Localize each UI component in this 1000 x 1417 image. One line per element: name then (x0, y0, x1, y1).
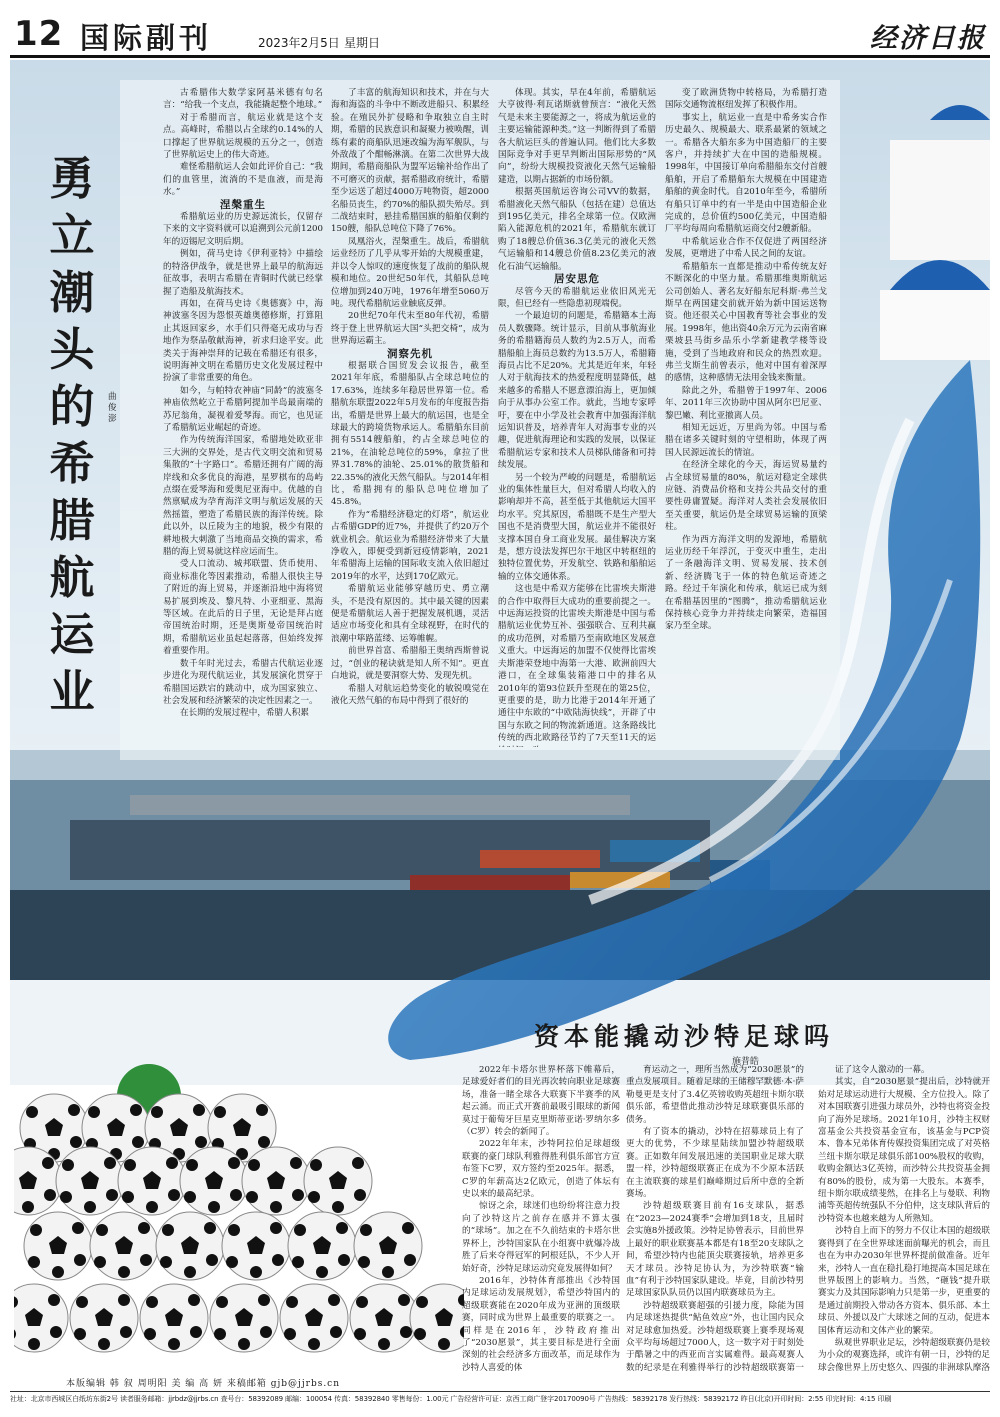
page-number: 12 (14, 14, 64, 54)
paragraph: 作为“希腊经济稳定的灯塔”，航运业占希腊GDP的近7%，并提供了约20万个就业机会。航运业为希腊经济带来了大量净收入，即便受到新冠疫情影响，2021年希腊海上运输的国际收支流入依旧超过2019年的水平，达到170亿欧元。 (331, 509, 489, 582)
paragraph: 20世纪70年代末至80年代初，希腊终于登上世界航运大国“头把交椅”，成为世界海运霸主。 (331, 311, 489, 347)
paragraph: 中希航运业合作不仅促进了两国经济发展，更增进了中希人民之间的友谊。 (665, 236, 827, 260)
football-icon (410, 1284, 464, 1352)
paragraph: 相知无远近，万里尚为邻。中国与希腊在诸多关键时刻的守望相助，体现了两国人民源远流长的情谊。 (665, 422, 827, 458)
football-icon (180, 1147, 248, 1215)
paragraph: 古希腊伟大数学家阿基米德有句名言：“给我一个支点，我能撬起整个地球。” (163, 88, 323, 111)
paragraph: 惊讶之余，球迷们也纷纷将注意力投向了沙特这片之前存在感并不算太强的“球场”。加之在不久前结束的卡塔尔世界杯上，沙特国家队在小组赛中就爆冷战胜了后来夺得冠军的阿根廷队，不少人开始好奇，沙特足球运动究竟发展得如何？ (462, 1201, 620, 1274)
paragraph: 希腊人对航运趋势变化的敏锐嗅觉在液化天然气船的布局中得到了很好的 (331, 683, 489, 706)
paragraph: 2022年年末，沙特阿拉伯足球超级联赛的豪门球队利雅得胜利俱乐部官方宣布签下C罗，双方签约至2025年。据悉，C罗的年薪高达2亿欧元，创造了体坛有史以来的最高纪录。 (462, 1139, 620, 1200)
paragraph: 作为传统海洋国家，希腊地处欧亚非三大洲的交界处，是古代文明交流和贸易集散的“十字路口”。希腊还拥有广阔的海岸线和众多优良的海港，星罗棋布的岛屿点缀在爱琴海和爱奥尼亚海中。优越的自然禀赋成为孕育海洋文明与航运发展的天然摇篮，塑造了希腊民族的海洋传统。除此以外，以丘陵为主的地貌，极少有限的耕地极大刺激了当地商品交换的需求，希腊的海上贸易就这样应运而生。 (163, 435, 323, 558)
football-icon (242, 1147, 310, 1215)
paragraph: 体现。其实，早在4年前，希腊航运大亨彼得·利瓦诺斯就曾预言：“液化天然气是未来主要能源之一，将成为航运业的主要运输能源种类。”这一判断得到了希腊各大航运巨头的普遍认同。他们比大多数国际竞争对手更早判断出国际形势的“风向”，纷纷大规模投资液化天然气运输船建造，以期占据新的市场份额。 (498, 88, 656, 185)
paragraph: 再如，在荷马史诗《奥德赛》中，海神波塞冬因为怨恨英雄奥德修斯，打算阻止其返回家乡，水手们只得毫无成功与否地作为祭品敬献海神，祈求归途平安。此类关于海神崇拜的记载在希腊还有很多，说明海神文明在希腊历史文化发展过程中扮演了非常重要的角色。 (163, 298, 323, 384)
paragraph: 数千年时光过去，希腊古代航运业逐步进化为现代航运业，其发展演化贯穿于希腊国运跌宕的跳动中，成为国家独立、社会发展和经济繁荣的决定性因素之一。 (163, 658, 323, 706)
paragraph: 作为西方海洋文明的发源地，希腊航运业历经千年浮沉，于变灭中重生，走出了一条融海洋文明、贸易发展、技术创新、经济腾飞于一体的特色航运奇迹之路。经过千年演化和传承，航运已成为刻在希腊基因里的“图腾”，推动希腊航运业保持核心竞争力并持续走向繁荣，造福国家乃至全球。 (665, 534, 827, 632)
football-icon (304, 1147, 372, 1215)
article1-column-1 (163, 87, 323, 747)
paragraph: 变了欧洲货物中转格局，为希腊打造国际交通物流枢纽发挥了积极作用。 (665, 88, 827, 111)
football-icon (140, 1284, 208, 1352)
paragraph: 除此之外，希腊曾于1997年、2006年、2011年三次协助中国从阿尔巴尼亚、黎巴嫩、利比亚撤离人员。 (665, 385, 827, 421)
paragraph: 育运动之一，理所当然成为“2030愿景”的重点发展项目。随着足球的王储穆罕默德·本·萨勒曼更是支付了3.4亿英镑收购英超纽卡斯尔联俱乐部，希望借此推动沙特足球联赛俱乐部的债务。 (626, 1065, 804, 1125)
football-icon (222, 1212, 290, 1280)
footer-info: 社址：北京市西城区白纸坊东街2号 读者服务邮箱：jjrbdz@jjrbs.cn 查号台：58392089 邮编：100054 传真：58392840 零售每份：1.00元 广告经营许可证：京西工商广登字20170090号 广告热线：58392178 发行热线：58392172 昨日(北京)开印时间：2:55 印完时间：4:15 印刷 (10, 1395, 892, 1403)
issue-date: 2023年2月5日 (258, 36, 340, 50)
football-icon (14, 1284, 68, 1352)
paragraph: 在经济全球化的今天，海运贸易量约占全球贸易量的80%，航运对稳定全球供应链、消费品价格和支持公共品交付的重要性毋庸置疑。海洋对人类社会发展依旧至关重要，航运仍是全球贸易运输的顶梁柱。 (665, 460, 827, 533)
article1-title: 勇立潮头的希腊航运业 (49, 152, 95, 718)
paragraph: 受人口流动、城邦联盟、货币使用、商业标准化等因素推动，希腊人很快主导了附近的海上贸易，并逐渐沿地中海将贸易扩展到埃及、黎凡特、小亚细亚、黑海等区域。在此后的日子里，无论是拜占庭帝国统治时期，还是奥斯曼帝国统治时期，希腊航运业虽起起落落，但始终发挥着重要作用。 (163, 559, 323, 657)
paragraph: 证了这令人激动的一幕。 (835, 1065, 930, 1075)
paragraph: 纵观世界职业足坛，沙特超级联赛仍是较为小众的观赛选择，或许有朝一日，沙特的足球会像世界上历史悠久、四强的非洲球队摩洛 (818, 1337, 990, 1372)
football-icon (56, 1147, 124, 1215)
paragraph: 例如，荷马史诗《伊利亚特》中描绘的特洛伊战争，就是世界上最早的航海远征故事，表明古希腊在青铜时代就已经掌握了造船及航海技术。 (163, 249, 323, 297)
masthead-logo: 经济日报 (870, 23, 986, 54)
paragraph: 另一个较为严峻的问题是，希腊航运业的集体性量巨大，但对希腊人均收入的影响却并不高，甚至低于其他航运大国平均水平。究其原因，希腊既不是生产型大国也不是消费型大国，航运业并不能很好支撑本国自身工商业发展。最佳解决方案是，想方设法发挥巴尔干地区中转枢纽的独特位置优势，开发航空、铁路和船舶运输的立体交通体系。 (498, 472, 656, 582)
paragraph: 2016年，沙特体育部推出《沙特国内足球运动发展规划》，希望沙特国内的超级联赛能在2020年成为亚洲的顶级联赛，同时成为世界上最重要的联赛之一。同样是在2016年，沙特政府推出了“2030愿景”，其主要目标是进行全面深刻的社会经济多方面改革，而足球作为沙特人喜爱的体 (462, 1275, 620, 1372)
article1-author: 曲俊澎 (108, 392, 117, 424)
article2-column-2 (626, 1064, 804, 1372)
paragraph: 难怪希腊航运人会如此评价自己：“我们的血管里，流淌的不是血液，而是海水。” (163, 162, 323, 198)
article2-column-1 (462, 1064, 620, 1372)
football-icon (24, 1212, 92, 1280)
footer-rule (10, 1391, 990, 1392)
paragraph: 有了资本的撬动，沙特在招募球员上有了更大的优势，不少球星陆续加盟沙特超级联赛。正如数年间发展迅速的美国职业足球大联盟一样，沙特超级联赛正在成为不少原本活跃在主流联赛的球星们巅峰期过后所中意的全新赛场。 (626, 1127, 804, 1200)
football-icon (354, 1212, 422, 1280)
article1-subhead-2: 洞察先机 (387, 347, 433, 360)
paragraph: 前世界首富、希腊船王奥纳西斯曾说过，“创业的秘诀就是知人所不知”。更直白地说，就是要洞察大势、发现先机。 (331, 646, 489, 682)
paragraph: 凤凰浴火，涅槃重生。战后，希腊航运业经历了几乎从零开始的大规模重建，并以令人惊叹的速度恢复了战前的船队规模和地位。20世纪50年代，其船队总吨位增加到240万吨，1976年增至5060万吨。现代希腊航运业触底反弹。 (331, 236, 489, 309)
football-icon (118, 1147, 186, 1215)
football-icon (70, 1284, 138, 1352)
paragraph: 尽管今天的希腊航运业依旧风光无限，但已经有一些隐患初现端倪。 (498, 286, 656, 309)
article1-subhead-3: 居安思危 (554, 273, 600, 286)
article2-title: 资本能撬动沙特足球吗 (534, 1022, 835, 1051)
article2-author: 施普皓 (732, 1057, 760, 1067)
paragraph: 对于希腊而言，航运业就是这个支点。高峰时，希腊以占全球约0.14%的人口撑起了世界航运规模的五分之一，创造了世界航运史上的伟大奇迹。 (163, 112, 323, 161)
header-rule (10, 55, 990, 58)
paragraph: 了丰富的航海知识和技术，并在与大海和海盗的斗争中不断改进船只、积累经验。在殖民外扩侵略和争取独立自主时期，希腊的民族意识和凝聚力被唤醒，训练有素的商船队迅速改编为海军舰队，与外敌战了个酣畅淋漓。在第二次世界大战期间，希腊商船队为盟军运输补给作出了不可磨灭的贡献，据希腊政府统计，希腊至少运送了超过4000万吨物资，超2000名船员丧生，约70%的船队损失殆尽。到二战结束时，悬挂希腊国旗的船舶仅剩约150艘，船队总吨位下降了76%。 (331, 88, 489, 235)
editor-credits: 本版编辑 韩 叙 周明阳 美 编 高 妍 来稿邮箱 gjb@jjrbs.cn (66, 1379, 341, 1389)
paragraph: 沙特超级联赛超强的引援力度，除能为国内足球迷热提供“鲇鱼效应”外，也让国内民众对足球愈加热爱。沙特超级联赛上赛季现场观众平均每场超过7000人，这一数字对于时刻处于酷暑之中的西亚而言实属难得。最高观赛人数的纪录是在利雅得举行的沙特超级联赛第一 (626, 1300, 804, 1372)
paragraph: 2022年卡塔尔世界杯落下帷幕后，足球爱好者们的目光再次转向职业足球赛场，准备一睹全球各大联赛下半赛季的风起云涌。而正式开赛前最吸引眼球的新闻莫过于葡萄牙巨星克里斯蒂亚诺·罗纳尔多（C罗）转会的新闻了。 (462, 1065, 620, 1138)
paragraph: 沙特超级联赛目前有16支球队，据悉在“2023—2024赛季”会增加到18支，且届时会实施8外援政策。沙特足协曾表示，目前世界上最好的职业联赛基本都是有18至20支球队之间，希望沙特内也能顶尖联赛接轨，培养更多天才球员。沙特足协认为，为沙特联赛“输血”有利于沙特国家队建设。毕竟，目前沙特男足球国家队队员仍以国内联赛球员为主。 (626, 1201, 804, 1299)
paragraph: 根据英国航运咨询公司VV的数据，希腊液化天然气船队（包括在建）总值达到195亿美元，排名全球第一位。仅欧洲陷入能源危机的2021年，希腊航东就订购了18艘总价值36.3亿美元的液化天然气运输船和14艘总价值8.23亿美元的液化石油气运输船。 (498, 187, 656, 272)
article2-column-3 (818, 1064, 990, 1372)
football-icon (156, 1212, 224, 1280)
article1-subhead-1: 涅槃重生 (220, 198, 266, 211)
football-icon (210, 1284, 278, 1352)
paragraph: 希腊航运业的历史源远流长，仅留存下来的文字资料就可以追溯到公元前1200年的迈锡尼文明后期。 (163, 212, 323, 247)
football-icon (280, 1284, 348, 1352)
football-pile (14, 1056, 464, 1374)
paragraph: 如今，与帕特农神庙“同龄”的波塞冬神庙依然屹立于希腊阿提加半岛最南端的苏尼翁角，凝视着爱琴海。而它，也见证了希腊航运业崛起的奇迹。 (163, 385, 323, 433)
paragraph: 事实上，航运业一直是中希务实合作历史最久、规模最大、联系最紧的领域之一。希腊各大船东多为中国造船厂的主要客户，并持续扩大在中国的造船规模。1998年，中国接订单向希腊船东交付首艘船舶，开启了希腊船东大规模在中国建造船舶的黄金时代。自2010年至今，希腊所有船只订单中约有一半是由中国造船企业完成的，总价值约500亿美元，中国造船厂平均每周向希腊航运商交付2艘新船。 (665, 112, 827, 235)
paragraph: 根据联合国贸发会议报告，截至2021年年底，希腊船队占全球总吨位的17.63%，连续多年稳居世界第一位。希腊航东联盟2022年5月发布的年度报告指出，希腊是世界上最大的航运国，也是全球最大的跨境货物承运人。希腊船东目前拥有5514艘船舶，约占全球总吨位的21%，在油轮总吨位的59%，拿拉了世界31.78%的油轮、25.01%的散货船和22.35%的液化天然气船队。与2014年相比，希腊拥有的船队总吨位增加了45.8%。 (331, 360, 489, 508)
issue-weekday: 星期日 (344, 36, 381, 50)
article1-column-2 (331, 87, 489, 737)
article1-column-4 (665, 87, 827, 727)
paragraph: 沙特自上而下的努力不仅让本国的超级联赛得到了在全世界球迷面前曝光的机会，而且也在为申办2030年世界杯提前做准备。近年来，沙特人一直在稳扎稳打地提高本国足球在世界版图上的影响力。当然，“砸钱”提升联赛实力及其国际影响力只是第一步，更重要的是通过前期投入带动各方资本、俱乐部、本土球员、外援以及广大球迷之间的互动，促进本国体育运动和文体产业的繁荣。 (818, 1226, 990, 1336)
section-title: 国际副刊 (80, 21, 213, 55)
paragraph: 在长期的发展过程中，希腊人积累 (180, 708, 309, 719)
paragraph: 这也是中希双方能够在比雷埃夫斯港的合作中取得巨大成功的重要前提之一。中远海运投资的比雷埃夫斯港是中国与希腊航运业优势互补、强强联合、互利共赢的成功范例，对希腊乃至南欧地区发展意义重大。中远海运的加盟不仅使得比雷埃夫斯港荣登地中海第一大港、欧洲前四大港口，在全球集装箱港口中的排名从2010年的第93位跃升至现在的第25位，更重要的是，助力比港于2014年开通了通往中东欧的“中欧陆海快线”，开辟了中国与东欧之间的物流新通道。这条路线比传统的西北欧路径节约了7天至11天的运 (498, 584, 656, 744)
football-icon (90, 1212, 158, 1280)
paragraph: 其实，自“2030愿景”提出后，沙特就开始对足球运动进行大规模、全方位投入。除了对本国联赛引进强力球员外，沙特也将资金投向了海外足球场。2021年10月，沙特主权财富基金公共投资基金宣布，该基金与PCP资本、鲁本兄弟体育传媒投资集团完成了对英格兰纽卡斯尔联足球俱乐部100%股权的收购，收购金额达3亿英镑，而沙特公共投资基金拥有80%的股份，成为第一大股东。本赛季，纽卡斯尔联成绩斐然，在排名上与曼联、利物浦等英超传统强队不分伯仲，这支球队背后的沙特资本也越来越为人所熟知。 (818, 1077, 990, 1224)
paragraph: 希腊船东一直都是推动中希传统友好不断深化的中坚力量。希腊那维奥斯航运公司创始人、著名友好船东尼科斯·弗兰戈斯早在两国建交前就开始为新中国运送物资。他还很关心中国教育等社会事业的发展。1998年，他出资40余万元为云南省麻栗坡县马街乡品乐小学新建教学楼等设施，受到了当地政府和民众的热烈欢迎。弗兰戈斯生前曾表示，他对中国有着深厚的感情，这种感情无法用金钱来衡量。 (665, 261, 827, 384)
paragraph: 一个最迫切的问题是，希腊籍本土海员人数骤降。统计显示，目前从事航海业务的希腊籍海员人数约为2.5万人，而希腊船舶上海员总数约为13.5万人，希腊籍海员占比不足20%。尤其是近年来，年轻人对于航海技术的热爱程度明显降低，越来越多的希腊人不愿意漂泊海上，更加倾向于从事办公室工作。就此，当地专家呼吁，要在中小学及社会教育中加强海洋航运知识普及，培养青年人对海事专业的兴趣，促进航海理论和实践的发展，以保证希腊航运专家和技术人员梯队储备和可持续发展。 (498, 311, 656, 471)
article1-column-3 (498, 87, 656, 747)
football-icon (350, 1284, 418, 1352)
football-icon (288, 1212, 356, 1280)
paragraph: 希腊航运业能够穿越历史、勇立潮头，不是没有原因的。其中最关键的因素便是希腊航运人善于把握发展机遇，灵活适应市场变化和具有全球视野，在时代的浪潮中筚路蓝缕、运筹帷幄。 (331, 584, 489, 644)
